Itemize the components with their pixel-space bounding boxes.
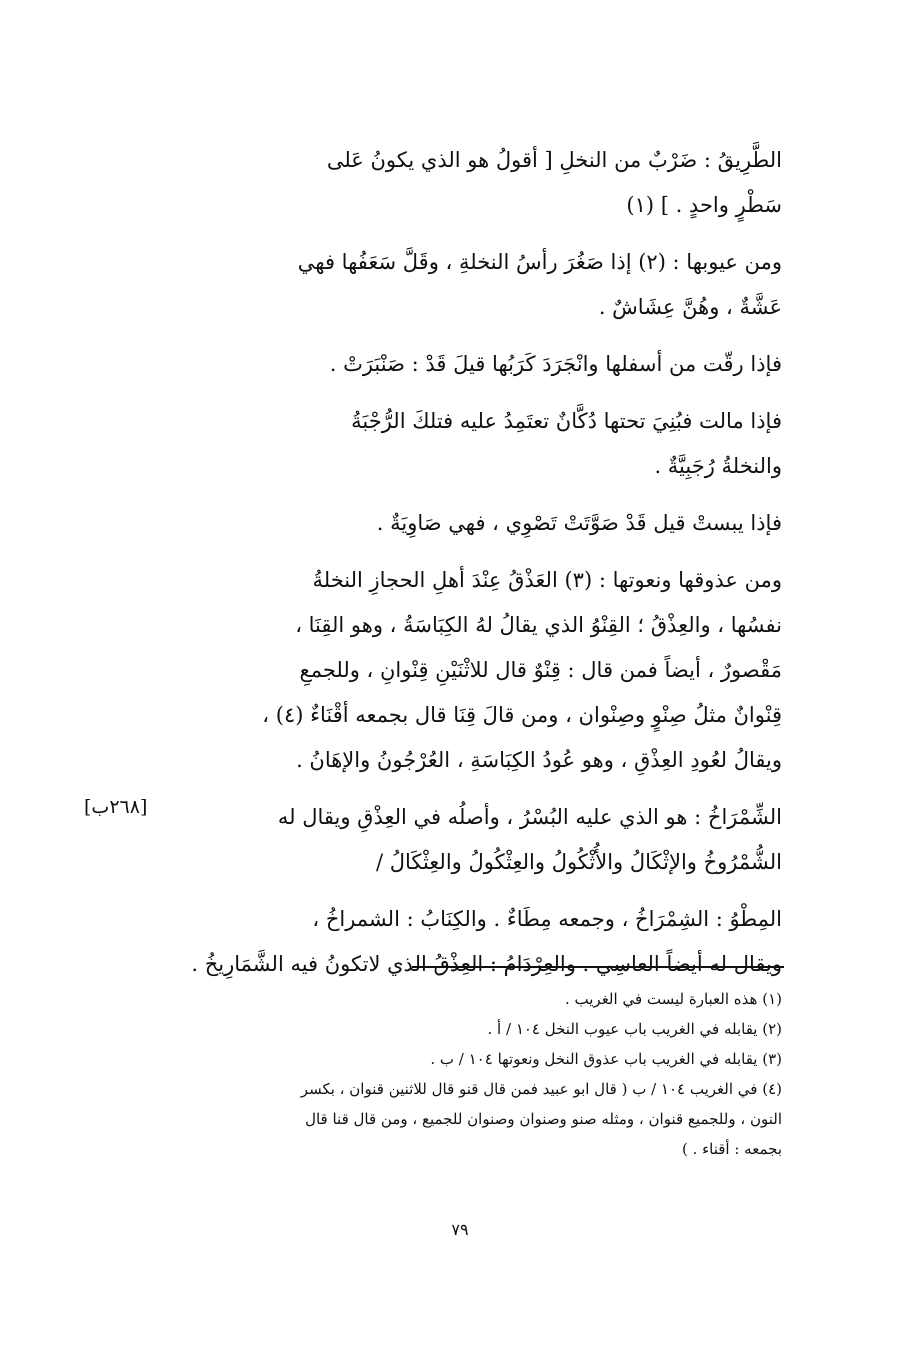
footnote-line: (١) هذه العبارة ليست في الغريب . [564, 990, 782, 1008]
text-line: نفسُها ، والعِذْقُ ؛ القِنْوُ الذي يقالُ لهُ الكِبَاسَةُ ، وهو القِنَا ، [295, 613, 782, 637]
footnote-line: النون ، وللجميع قنوان ، ومثله صنو وصنوان وصنوان للجميع ، ومن قال قنا قال [305, 1110, 782, 1128]
text-line: فإذا رقّت من أسفلها وانْجَرَدَ كَرَبُها قيلَ قَدْ : صَنْبَرَتْ . [329, 352, 782, 376]
text-line: المِطْوُ : الشِمْرَاخُ ، وجمعه مِطَاءٌ . والكِنَابُ : الشمراخُ ، [312, 907, 782, 931]
text-line: ومن عذوقها ونعوتها : (٣) العَذْقُ عِنْدَ أهلِ الحجازِ النخلةُ [312, 568, 782, 592]
text-line: فإذا مالت فبُنِيَ تحتها دُكَّانٌ تعتَمِدُ عليه فتلكَ الرُّجْبَةُ [351, 409, 782, 433]
paragraph [170, 138, 782, 228]
paragraph [170, 795, 782, 885]
paragraph [170, 342, 782, 387]
text-line: ويقالُ لعُودِ العِذْقِ ، وهو عُودُ الكِبَاسَةِ ، العُرْجُونُ والإهَانُ . [296, 748, 782, 772]
text-line: سَطْرٍ واحدٍ . ] (١) [626, 193, 782, 217]
text-line: الطَّرِيقُ : ضَرْبٌ من النخلِ [ أقولُ هو الذي يكونُ عَلى [326, 148, 782, 172]
paragraph [170, 240, 782, 330]
text-line: ويقال له أيضاً العاسِي . والعِرْدَامُ : العِذْقُ الذي لاتكونُ فيه الشَّمَارِيخُ . [191, 952, 782, 976]
footnotes [170, 984, 782, 1164]
footnote-line: (٢) يقابله في الغريب باب عيوب النخل ١٠٤ / أ . [487, 1020, 782, 1038]
page-number: ٧٩ [451, 1220, 469, 1239]
body-text [170, 138, 782, 999]
paragraph [170, 897, 782, 987]
text-line: الشِّمْرَاخُ : هو الذي عليه البُسْرُ ، وأصلُه في العِذْقِ ويقال له [277, 805, 782, 829]
footnote-line: (٤) في الغريب ١٠٤ / ب ( قال ابو عبيد فمن قال قنو قال للاثنين قنوان ، بكسر [300, 1080, 782, 1098]
footnote-line: (٣) يقابله في الغريب باب عذوق النخل ونعوتها ١٠٤ / ب . [430, 1050, 782, 1068]
text-line: عَشَّةٌ ، وهُنَّ عِشَاشٌ . [598, 295, 782, 319]
paragraph [170, 501, 782, 546]
text-line: فإذا يبستْ قيل قَدْ صَوَّتَتْ تَصْوِي ، فهي صَاوِيَةٌ . [376, 511, 782, 535]
footnote-divider [412, 966, 784, 968]
text-line: مَقْصورٌ ، أيضاً فمن قال : قِنْوٌ قال للاثْنَيْنِ قِنْوانِ ، وللجمعِ [299, 658, 782, 682]
paragraph [170, 399, 782, 489]
footnote-line: بجمعه : أقناء . ) [681, 1140, 782, 1158]
text-line: الشُّمْرُوخُ والإثْكَالُ والأُثْكُولُ والعِثْكُولُ والعِثْكَالُ / [375, 850, 782, 874]
text-line: ومن عيوبها : (٢) إذا صَغُرَ رأسُ النخلةِ ، وقَلَّ سَعَفُها فهي [297, 250, 782, 274]
paragraph [170, 558, 782, 783]
text-line: قِنْوانٌ مثلُ صِنْوٍ وصِنْوان ، ومن قالَ قِنَا قال بجمعه أقْنَاءٌ (٤) ، [262, 703, 782, 727]
marginal-folio-reference: [٢٦٨ب] [84, 796, 148, 818]
text-line: والنخلةُ رُجَبِيَّةٌ . [654, 454, 782, 478]
